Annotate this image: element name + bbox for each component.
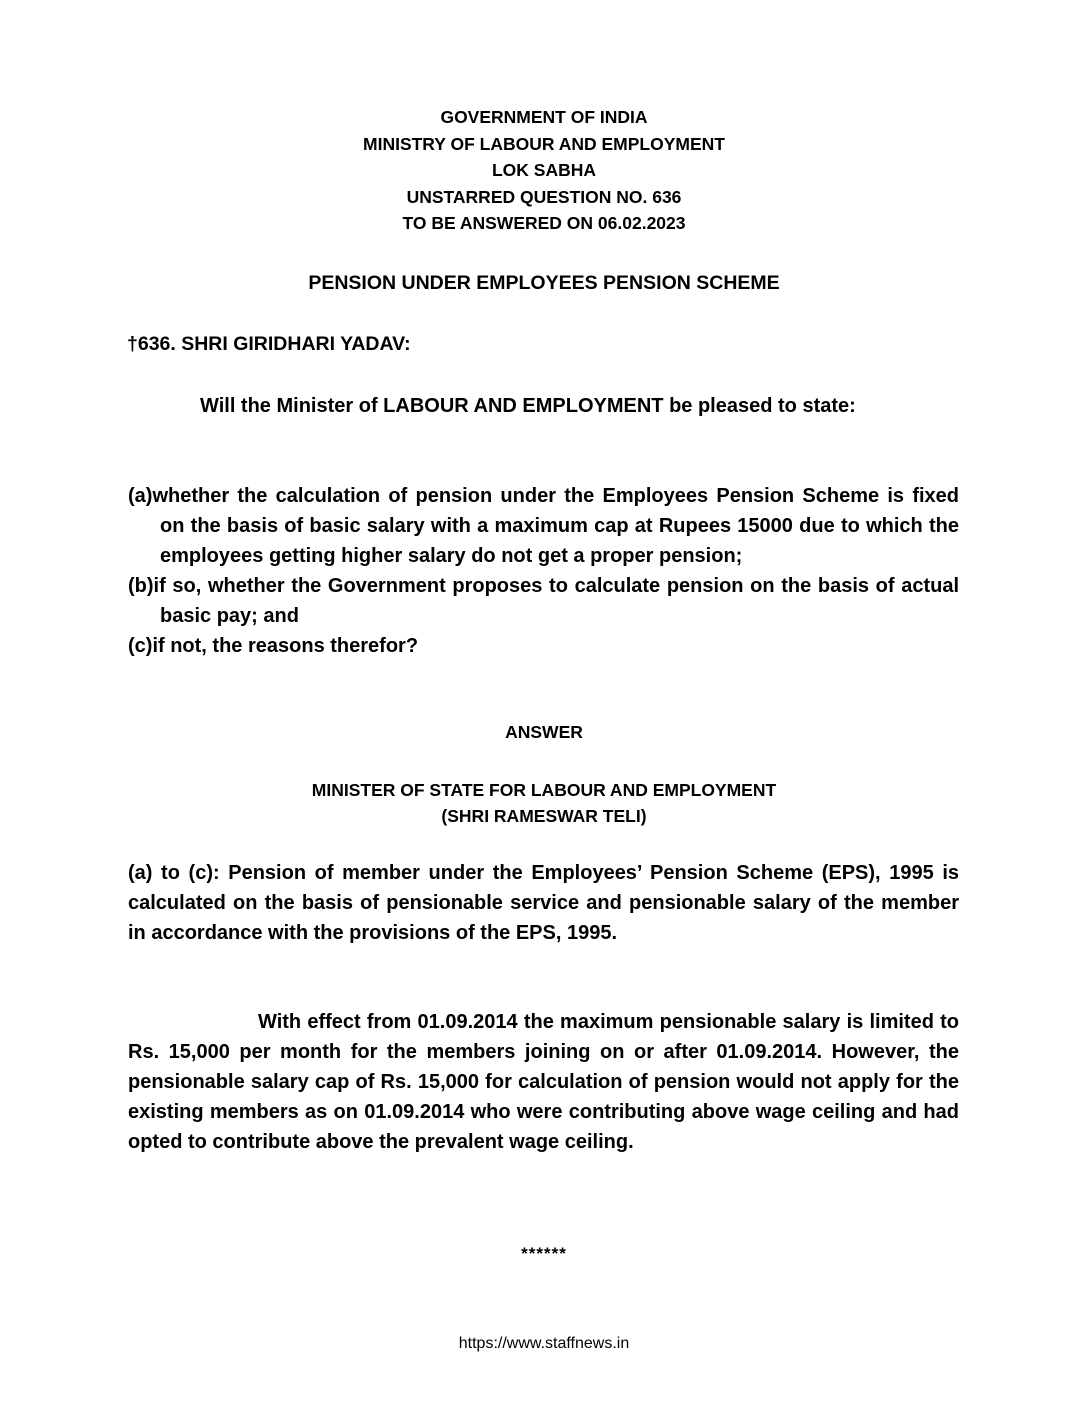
minister-title: MINISTER OF STATE FOR LABOUR AND EMPLOYMENT	[311, 780, 777, 800]
question-asker: †636. SHRI GIRIDHARI YADAV:	[127, 333, 411, 355]
answer-paragraph-2: With effect from 01.09.2014 the maximum pensionable salary is limited to Rs. 15,000 per month for the members joining on or after 01.09.2014. However, the pensionable salary cap of Rs. 15,000 for calculation of pension would not apply for the existing members as on 01.09.2014 who were contributing above wage ceiling and had opted to contribute above the prevalent wage ceiling.	[128, 1011, 959, 1153]
question-title: PENSION UNDER EMPLOYEES PENSION SCHEME	[308, 272, 780, 294]
question-item-b: (b)if so, whether the Government proposes to calculate pension on the basis of actual basic pay; and	[128, 575, 959, 627]
header-answer-date: TO BE ANSWERED ON 06.02.2023	[402, 213, 686, 233]
header-government: GOVERNMENT OF INDIA	[440, 107, 648, 127]
end-marker: ******	[521, 1244, 567, 1263]
minister-block	[0, 778, 1088, 829]
footer-url: https://www.staffnews.in	[458, 1335, 630, 1352]
question-item-a: (a)whether the calculation of pension under the Employees Pension Scheme is fixed on the basis of basic salary with a maximum cap at Rupees 15000 due to which the employees getting higher salary do not get a proper pension;	[128, 485, 959, 567]
question-list	[128, 481, 959, 661]
question-item-c: (c)if not, the reasons therefor?	[128, 635, 419, 657]
header-question-number: UNSTARRED QUESTION NO. 636	[406, 186, 682, 207]
document-header	[0, 104, 1088, 237]
answer-paragraph-1: (a) to (c): Pension of member under the Employees’ Pension Scheme (EPS), 1995 is calculated on the basis of pensionable service and pensionable salary of the member in accordance with the provisions of the EPS, 1995.	[128, 862, 959, 944]
minister-name: (SHRI RAMESWAR TELI)	[441, 805, 647, 826]
answer-heading: ANSWER	[505, 722, 583, 742]
header-house: LOK SABHA	[491, 160, 597, 180]
question-intro: Will the Minister of LABOUR AND EMPLOYMENT be pleased to state:	[200, 395, 856, 417]
header-ministry: MINISTRY OF LABOUR AND EMPLOYMENT	[363, 133, 725, 154]
